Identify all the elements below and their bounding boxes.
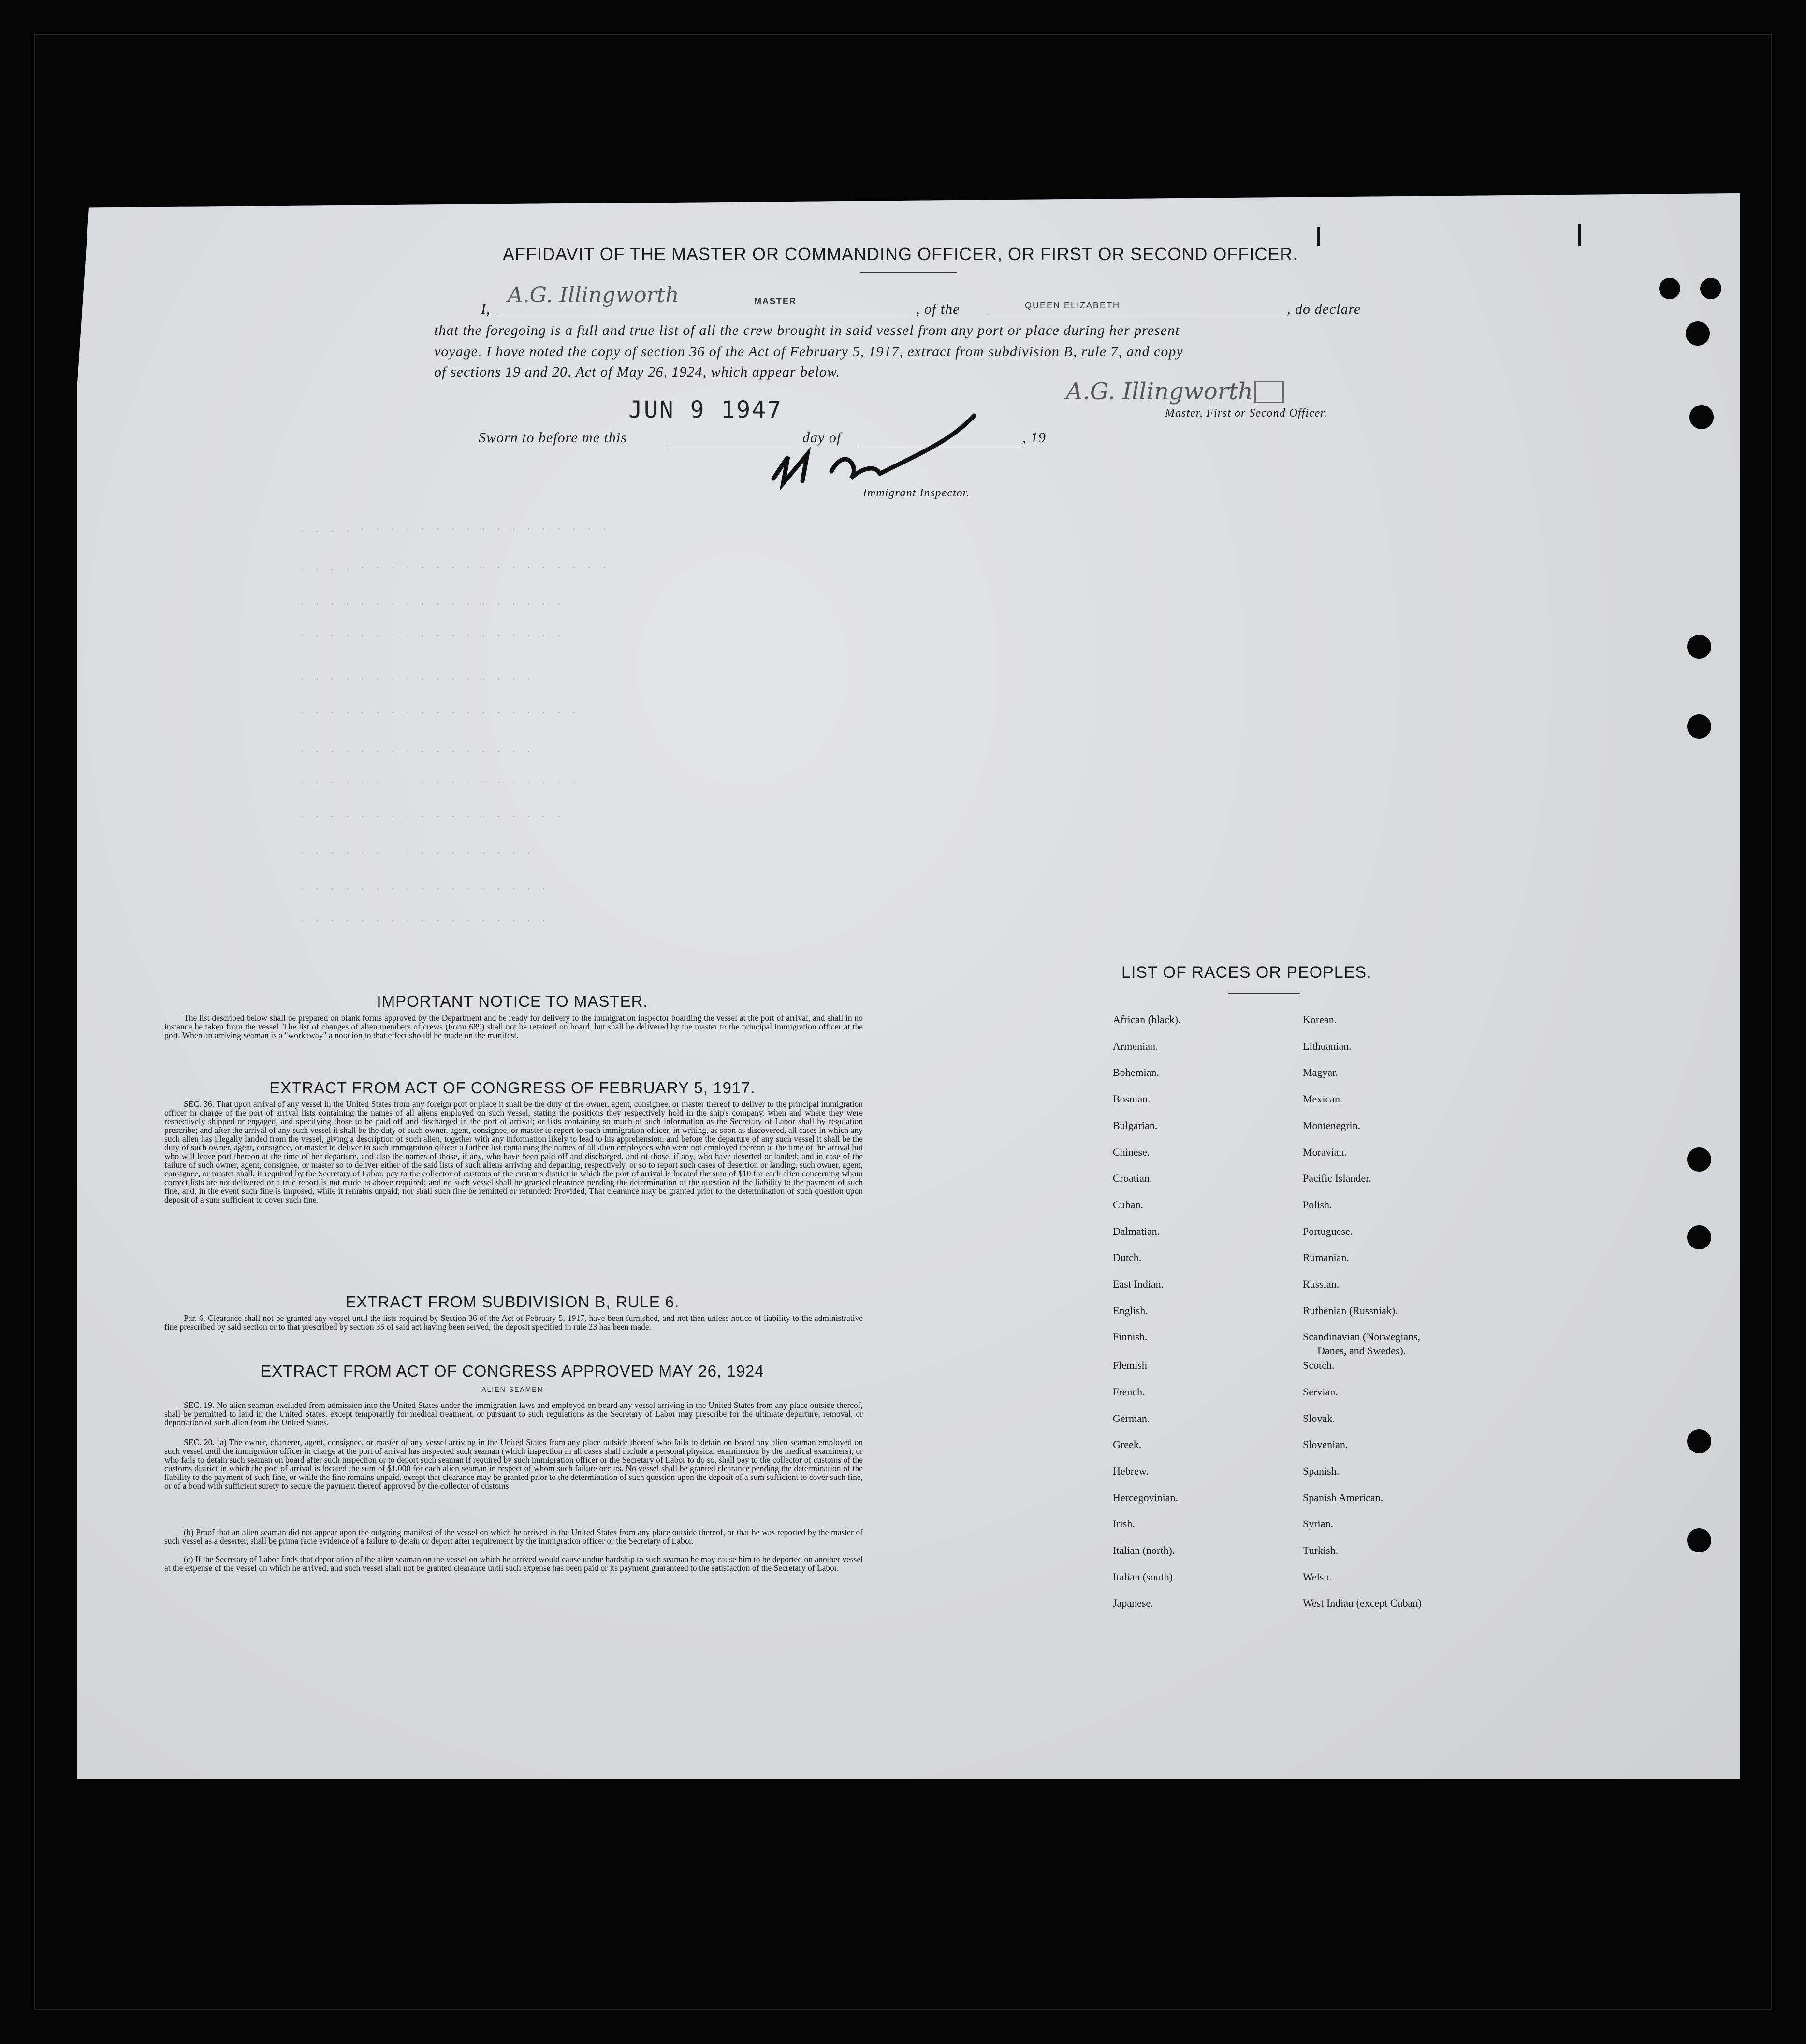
sworn-year: , 19 bbox=[1022, 430, 1046, 446]
bleed-through: · · · · · · · · · · · · · · · · bbox=[300, 747, 534, 756]
race-item: Italian (south). bbox=[1113, 1570, 1176, 1583]
bleed-through: · · · · · · · · · · · · · · · · · bbox=[300, 916, 549, 925]
bleed-through: · · · · · · · · · · · · · · · · bbox=[300, 674, 534, 683]
race-item: Russian. bbox=[1303, 1278, 1340, 1290]
master-caption: Master, First or Second Officer. bbox=[1165, 407, 1327, 420]
master-name-signature: A.G. Illingworth bbox=[508, 283, 679, 307]
race-item: West Indian (except Cuban) bbox=[1303, 1597, 1422, 1609]
race-item: Dutch. bbox=[1113, 1251, 1142, 1264]
inspector-signature bbox=[754, 449, 795, 461]
rank-stamp: MASTER bbox=[754, 296, 797, 306]
race-item: Turkish. bbox=[1303, 1544, 1339, 1556]
margin-mark bbox=[1578, 224, 1581, 246]
race-item: German. bbox=[1113, 1412, 1150, 1424]
race-item: Montenegrin. bbox=[1303, 1119, 1361, 1131]
race-item: Scotch. bbox=[1303, 1359, 1335, 1372]
act-1917-title: EXTRACT FROM ACT OF CONGRESS OF FEBRUARY 5, 1917. bbox=[269, 1079, 756, 1097]
declaration-of-the: , of the bbox=[916, 301, 960, 317]
race-item: Slovak. bbox=[1303, 1412, 1335, 1424]
race-item: Japanese. bbox=[1113, 1597, 1153, 1609]
master-signature: A.G. Illingworth bbox=[1066, 378, 1253, 405]
race-item: Greek. bbox=[1113, 1438, 1142, 1451]
race-item: Bulgarian. bbox=[1113, 1119, 1158, 1131]
bleed-through: . . . . · · · · · · · · · · · · · · · · · bbox=[300, 524, 610, 534]
bleed-through: · · · · · · · · · · · · · · · · · · · bbox=[300, 778, 580, 787]
rule-6-title: EXTRACT FROM SUBDIVISION B, RULE 6. bbox=[345, 1293, 680, 1311]
declaration-do-declare: , do declare bbox=[1287, 301, 1361, 317]
race-item: East Indian. bbox=[1113, 1278, 1164, 1290]
race-item: Irish. bbox=[1113, 1518, 1135, 1530]
date-stamp: JUN 9 1947 bbox=[628, 396, 783, 423]
race-item: Spanish. bbox=[1303, 1464, 1340, 1477]
race-item: English. bbox=[1113, 1304, 1148, 1317]
races-title: LIST OF RACES OR PEOPLES. bbox=[1121, 963, 1372, 982]
act-1924-title: EXTRACT FROM ACT OF CONGRESS APPROVED MAY 26, 1924 bbox=[261, 1362, 764, 1380]
race-item: Polish. bbox=[1303, 1198, 1332, 1211]
bleed-through: · · · · · · · · · · · · · · · · · bbox=[300, 884, 549, 894]
race-item: Slovenian. bbox=[1303, 1438, 1348, 1451]
act-1924-sec20c: (c) If the Secretary of Labor finds that deportation of the alien seaman on the vessel on which he arrived would cause undue hardship to such seaman he may cause him to be deported on another vessel at the expense of the vessel on which he arrived, and such vessel shall not be granted clearance until such expense has been paid or its payment guaranteed to the satisfaction of the Secretary of Labor. bbox=[164, 1554, 863, 1573]
race-item: Syrian. bbox=[1303, 1518, 1333, 1530]
act-1917-text: SEC. 36. That upon arrival of any vessel in the United States from any foreign port or place it shall be the duty of the owner, agent, consignee, or master thereof to deliver to the principal immigration officer in charge of the port of arrival lists containing the names of all aliens employed on such vessel, stating the positions they respectively hold in the ship's company, when and where they were respectively shipped or engaged, and specifying those to be paid off and discharged in the port of arrival; or lists containing so much of such information as the Secretary of Labor shall by regulation prescribe; and after the arrival of any such vessel it shall be the duty of such owner, agent, consignee, or master to report to such immigration officer, in writing, as soon as discovered, all cases in which any such alien has illegally landed from the vessel, giving a description of such alien, together with any information likely to lead to his apprehension; and before the departure of any such vessel it shall be the duty of such owner, agent, consignee, or master to deliver to such immigration officer a further list containing the names of all alien employees who were not employed thereon at the time of the arrival but who will leave port thereon at the time of her departure, and also the names of those, if any, who have been paid off and discharged, and of those, if any, who have deserted or landed; and in case of the failure of such owner, agent, consignee, or master so to deliver either of the said lists of such aliens arriving and departing, respectively, or so to report such cases of desertion or landing, such owner, agent, consignee, or master shall, if required by the Secretary of Labor, pay to the collector of customs of the customs district in which the port of arrival is located the sum of $10 for each alien concerning whom correct lists are not delivered or a true report is not made as above required; and no such vessel shall be granted clearance pending the determination of the question of the liability to the payment of such fine, and, in the event such fine is imposed, while it remains unpaid; nor shall such fine be remitted or refunded: Provided, That clearance may be granted prior to the determination of such question upon deposit of a sum sufficient to cover such fine. bbox=[164, 1099, 863, 1204]
race-item: Italian (north). bbox=[1113, 1544, 1175, 1556]
race-item: Danes, and Swedes). bbox=[1317, 1345, 1406, 1357]
race-item: Magyar. bbox=[1303, 1066, 1338, 1079]
race-item: Pacific Islander. bbox=[1303, 1172, 1371, 1185]
punch-hole bbox=[1689, 405, 1714, 429]
notice-text: The list described below shall be prepared on blank forms approved by the Department and be ready for delivery to the immigration inspector boarding the vessel at the port of arrival, and shall in no instance be taken from the vessel. The list of changes of alien members of crews (Form 689) shall not be retained on board, but shall be delivered by the master to the principal immigration officer at the port. When an arriving seaman is a "workaway" a notation to that effect should be made on the manifest. bbox=[164, 1013, 863, 1040]
bleed-through: · · · · · · · · · · · · · · · · bbox=[300, 848, 534, 857]
race-item: Hebrew. bbox=[1113, 1464, 1149, 1477]
sworn-prefix: Sworn to before me this bbox=[479, 430, 627, 446]
race-item: Bosnian. bbox=[1113, 1093, 1151, 1105]
race-item: Spanish American. bbox=[1303, 1491, 1384, 1504]
race-item: Bohemian. bbox=[1113, 1066, 1159, 1079]
inspector-caption: Immigrant Inspector. bbox=[863, 487, 970, 499]
race-item: Moravian. bbox=[1303, 1145, 1347, 1158]
declaration-prefix: I, bbox=[481, 301, 491, 317]
race-item: Scandinavian (Norwegians, bbox=[1303, 1331, 1421, 1343]
act-1924-sec19: SEC. 19. No alien seaman excluded from admission into the United States under the immigration laws and employed on board any vessel arriving in the United States from any place outside thereof, shall be permitted to land in the United States, except temporarily for medical treatment, or pursuant to such regulations as the Secretary of Labor may prescribe for the ultimate departure, removal, or deportation of such alien from the United States. bbox=[164, 1400, 863, 1427]
signature-box-mark bbox=[1254, 381, 1284, 403]
punch-hole bbox=[1687, 1147, 1711, 1172]
bleed-through: · · · · · · · · · · · · · · · · · · bbox=[300, 631, 565, 640]
race-item: Lithuanian. bbox=[1303, 1040, 1352, 1052]
title-underline bbox=[860, 272, 957, 273]
race-item: Cuban. bbox=[1113, 1198, 1143, 1211]
race-item: Chinese. bbox=[1113, 1145, 1150, 1158]
punch-hole bbox=[1659, 278, 1680, 299]
declaration-line-2: that the foregoing is a full and true list of all the crew brought in said vessel from any port or place during her present bbox=[434, 322, 1180, 338]
margin-mark bbox=[1317, 227, 1320, 246]
bleed-through: · · · · · · · · · · · · · · · · · · bbox=[300, 599, 565, 609]
act-1924-subtitle: ALIEN SEAMEN bbox=[481, 1385, 543, 1393]
race-item: Flemish bbox=[1113, 1359, 1147, 1372]
race-item: Finnish. bbox=[1113, 1331, 1148, 1343]
bleed-through: · · · · · · · · · · · · · · · · · · bbox=[300, 812, 565, 821]
punch-hole bbox=[1687, 1225, 1711, 1249]
race-item: African (black). bbox=[1113, 1014, 1181, 1026]
rule-6-text: Par. 6. Clearance shall not be granted any vessel until the lists required by Section 36 of the Act of February 5, 1917, have been furnished, and not then unless notice of liability to the administrative fine prescribed by said section or to that prescribed by section 35 of said act having been served, the deposit specified in rule 23 has been made. bbox=[164, 1313, 863, 1332]
vessel-name: QUEEN ELIZABETH bbox=[1025, 301, 1121, 310]
races-underline bbox=[1228, 993, 1300, 994]
declaration-line-4: of sections 19 and 20, Act of May 26, 1924, which appear below. bbox=[434, 364, 841, 380]
punch-hole bbox=[1686, 321, 1710, 346]
punch-hole bbox=[1687, 1528, 1711, 1552]
race-item: Ruthenian (Russniak). bbox=[1303, 1304, 1398, 1317]
declaration-line-3: voyage. I have noted the copy of section 36 of the Act of February 5, 1917, extract from subdivision B, rule 7, and copy bbox=[434, 344, 1183, 360]
race-item: Korean. bbox=[1303, 1014, 1337, 1026]
punch-hole bbox=[1700, 278, 1721, 299]
race-item: Croatian. bbox=[1113, 1172, 1152, 1185]
act-1924-sec20b: (b) Proof that an alien seaman did not appear upon the outgoing manifest of the vessel on which he arrived in the United States from any place outside thereof, or that he was reported by the master of such vessel as a deserter, shall be prima facie evidence of a failure to detain or deport after requirement by the immigration officer or the Secretary of Labor. bbox=[164, 1527, 863, 1546]
race-item: Hercegovinian. bbox=[1113, 1491, 1178, 1504]
bleed-through: · · · · · · · · · · · · · · · · · · · bbox=[300, 708, 580, 717]
sworn-day-of: day of bbox=[802, 430, 842, 446]
race-item: Mexican. bbox=[1303, 1093, 1343, 1105]
race-item: Dalmatian. bbox=[1113, 1225, 1160, 1237]
race-item: Armenian. bbox=[1113, 1040, 1158, 1052]
race-item: Portuguese. bbox=[1303, 1225, 1353, 1237]
affidavit-title: AFFIDAVIT OF THE MASTER OR COMMANDING OFFICER, OR FIRST OR SECOND OFFICER. bbox=[503, 244, 1298, 264]
race-item: French. bbox=[1113, 1385, 1145, 1398]
act-1924-sec20a: SEC. 20. (a) The owner, charterer, agent, consignee, or master of any vessel arriving in the United States from any place outside thereof who fails to detain on board any alien seaman employed on such vessel until the immigration officer in charge at the port of arrival has inspected such seaman (which inspection in all cases shall include a personal physical examination by the medical examiners), or who fails to detain such seaman on board after such inspection or to deport such seaman if required by such immigration officer or the Secretary of Labor to do so, shall pay to the collector of customs of the customs district in which the port of arrival is located the sum of $1,000 for each alien seaman in respect of whom such failure occurs. No vessel shall be granted clearance pending the determination of the liability to the payment of such fine, or while the fine remains unpaid, except that clearance may be granted prior to the determination of such question upon the deposit of a sum sufficient to cover such fine, or of a bond with sufficient surety to secure the payment thereof approved by the collector of customs. bbox=[164, 1437, 863, 1491]
bleed-through: . . . . · · · · · · · · · · · · · · · · · bbox=[300, 563, 610, 572]
punch-hole bbox=[1687, 1429, 1711, 1453]
race-item: Rumanian. bbox=[1303, 1251, 1349, 1264]
punch-hole bbox=[1687, 635, 1711, 659]
race-item: Welsh. bbox=[1303, 1570, 1332, 1583]
race-item: Servian. bbox=[1303, 1385, 1338, 1398]
punch-hole bbox=[1687, 714, 1711, 739]
notice-title: IMPORTANT NOTICE TO MASTER. bbox=[377, 992, 648, 1010]
